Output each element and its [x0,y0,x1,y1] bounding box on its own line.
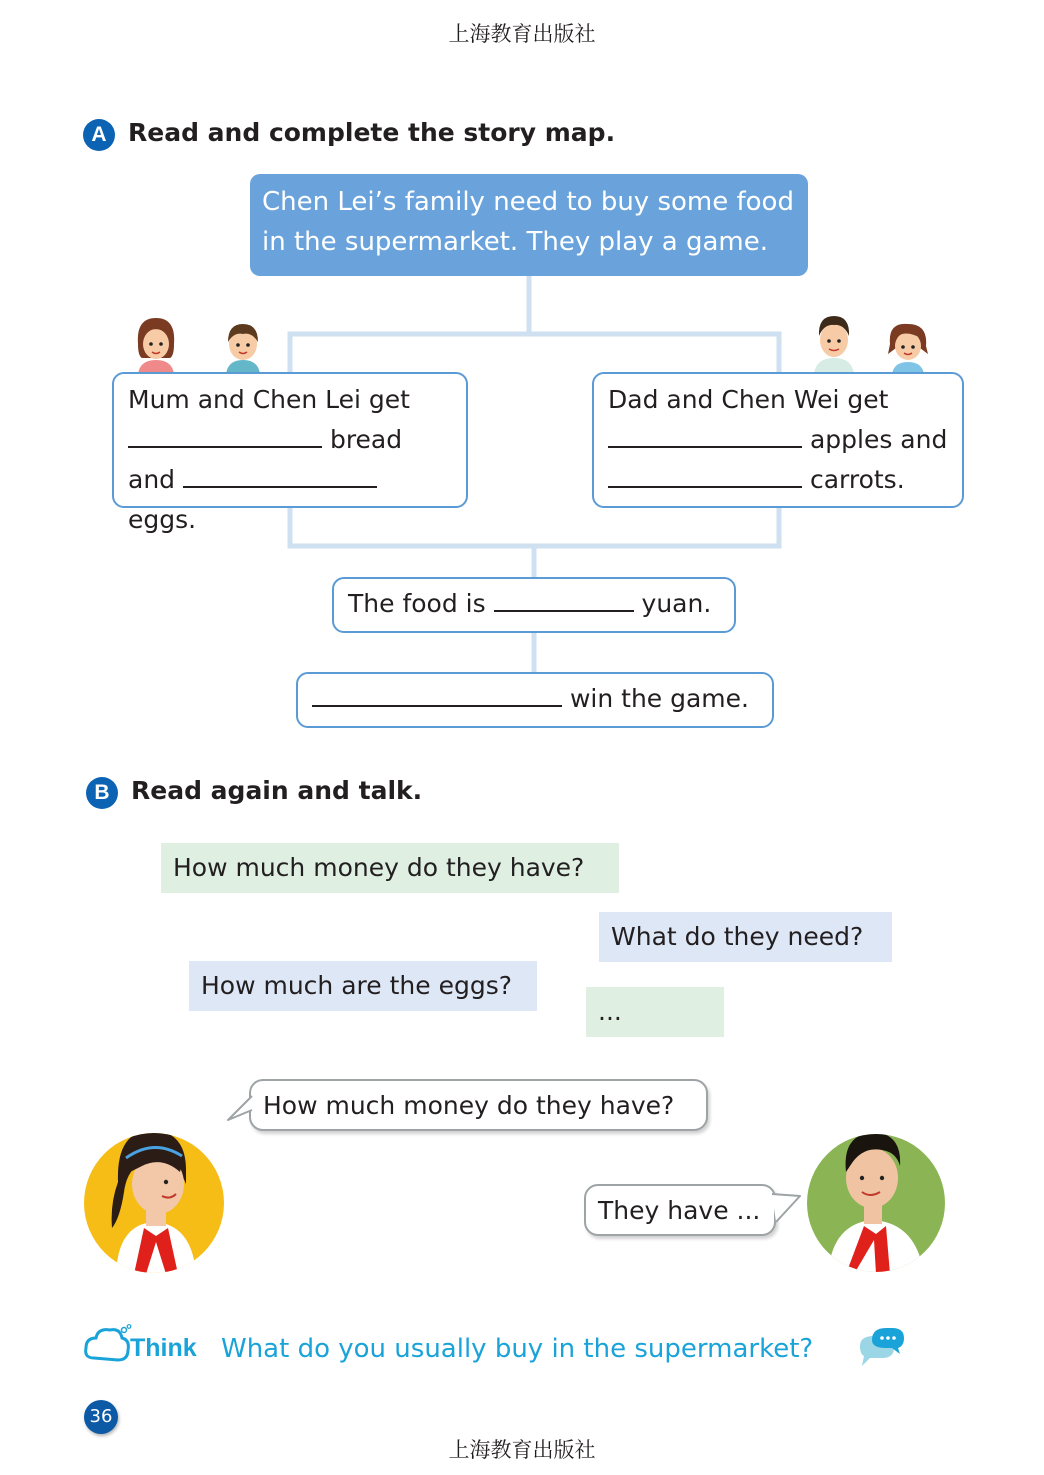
boy-avatar [806,1132,946,1274]
chat-bubbles-icon [856,1326,906,1368]
section-b-badge: B [86,777,118,809]
food-label: The food is [348,589,486,618]
blank-carrots-count[interactable] [608,462,802,488]
dad-icon [810,312,858,374]
left-box-and: and [128,465,176,494]
blank-bread-count[interactable] [128,422,322,448]
section-a-title: Read and complete the story map. [128,118,616,147]
page-number-badge: 36 [84,1400,118,1434]
chen-wei-icon [884,318,932,374]
left-box-line2 [128,420,452,460]
boy-speech-bubble: They have ... [584,1184,776,1236]
winner-text: win the game. [569,684,749,713]
blank-apples-count[interactable] [608,422,802,448]
top-box-line2: in the supermarket. They play a game. [262,227,768,257]
publisher-header: 上海教育出版社 [448,22,596,46]
mum-icon [132,314,180,374]
right-box-carrots: carrots. [809,465,905,494]
left-box-line3 [128,460,452,540]
right-box-line2 [608,420,948,460]
girl-speech-bubble: How much money do they have? [249,1079,708,1131]
right-box-apples: apples and [809,425,948,454]
story-map-right-box [592,372,964,508]
blank-eggs-count[interactable] [183,462,377,488]
chen-lei-icon [220,318,266,374]
publisher-footer: 上海教育出版社 [448,1438,596,1462]
food-unit: yuan. [641,589,712,618]
story-map-top-box [250,174,808,276]
girl-avatar [82,1132,226,1274]
section-a-badge: A [83,119,115,151]
question-card-need: What do they need? [599,912,892,962]
question-card-money: How much money do they have? [161,843,619,893]
story-map-food-box [332,577,736,633]
left-box-eggs: eggs. [128,505,197,534]
blank-food-total[interactable] [494,586,634,612]
think-logo: Think [130,1334,197,1362]
right-box-line1: Dad and Chen Wei get [608,385,889,414]
think-cloud-icon [84,1324,132,1368]
girl-bubble-tail [226,1094,256,1124]
section-b-title: Read again and talk. [131,776,423,805]
question-card-eggs: How much are the eggs? [189,961,537,1011]
question-card-more: ... [586,987,724,1037]
think-question: What do you usually buy in the supermarket? [221,1334,814,1364]
top-box-line1: Chen Lei’s family need to buy some food [262,187,794,217]
blank-winner[interactable] [312,681,562,707]
story-map-left-box [112,372,468,534]
left-box-bread: bread [329,425,403,454]
story-map-winner-box [296,672,774,728]
boy-bubble-tail [770,1190,804,1226]
right-box-line3 [608,460,948,500]
left-box-line1: Mum and Chen Lei get [128,385,410,414]
